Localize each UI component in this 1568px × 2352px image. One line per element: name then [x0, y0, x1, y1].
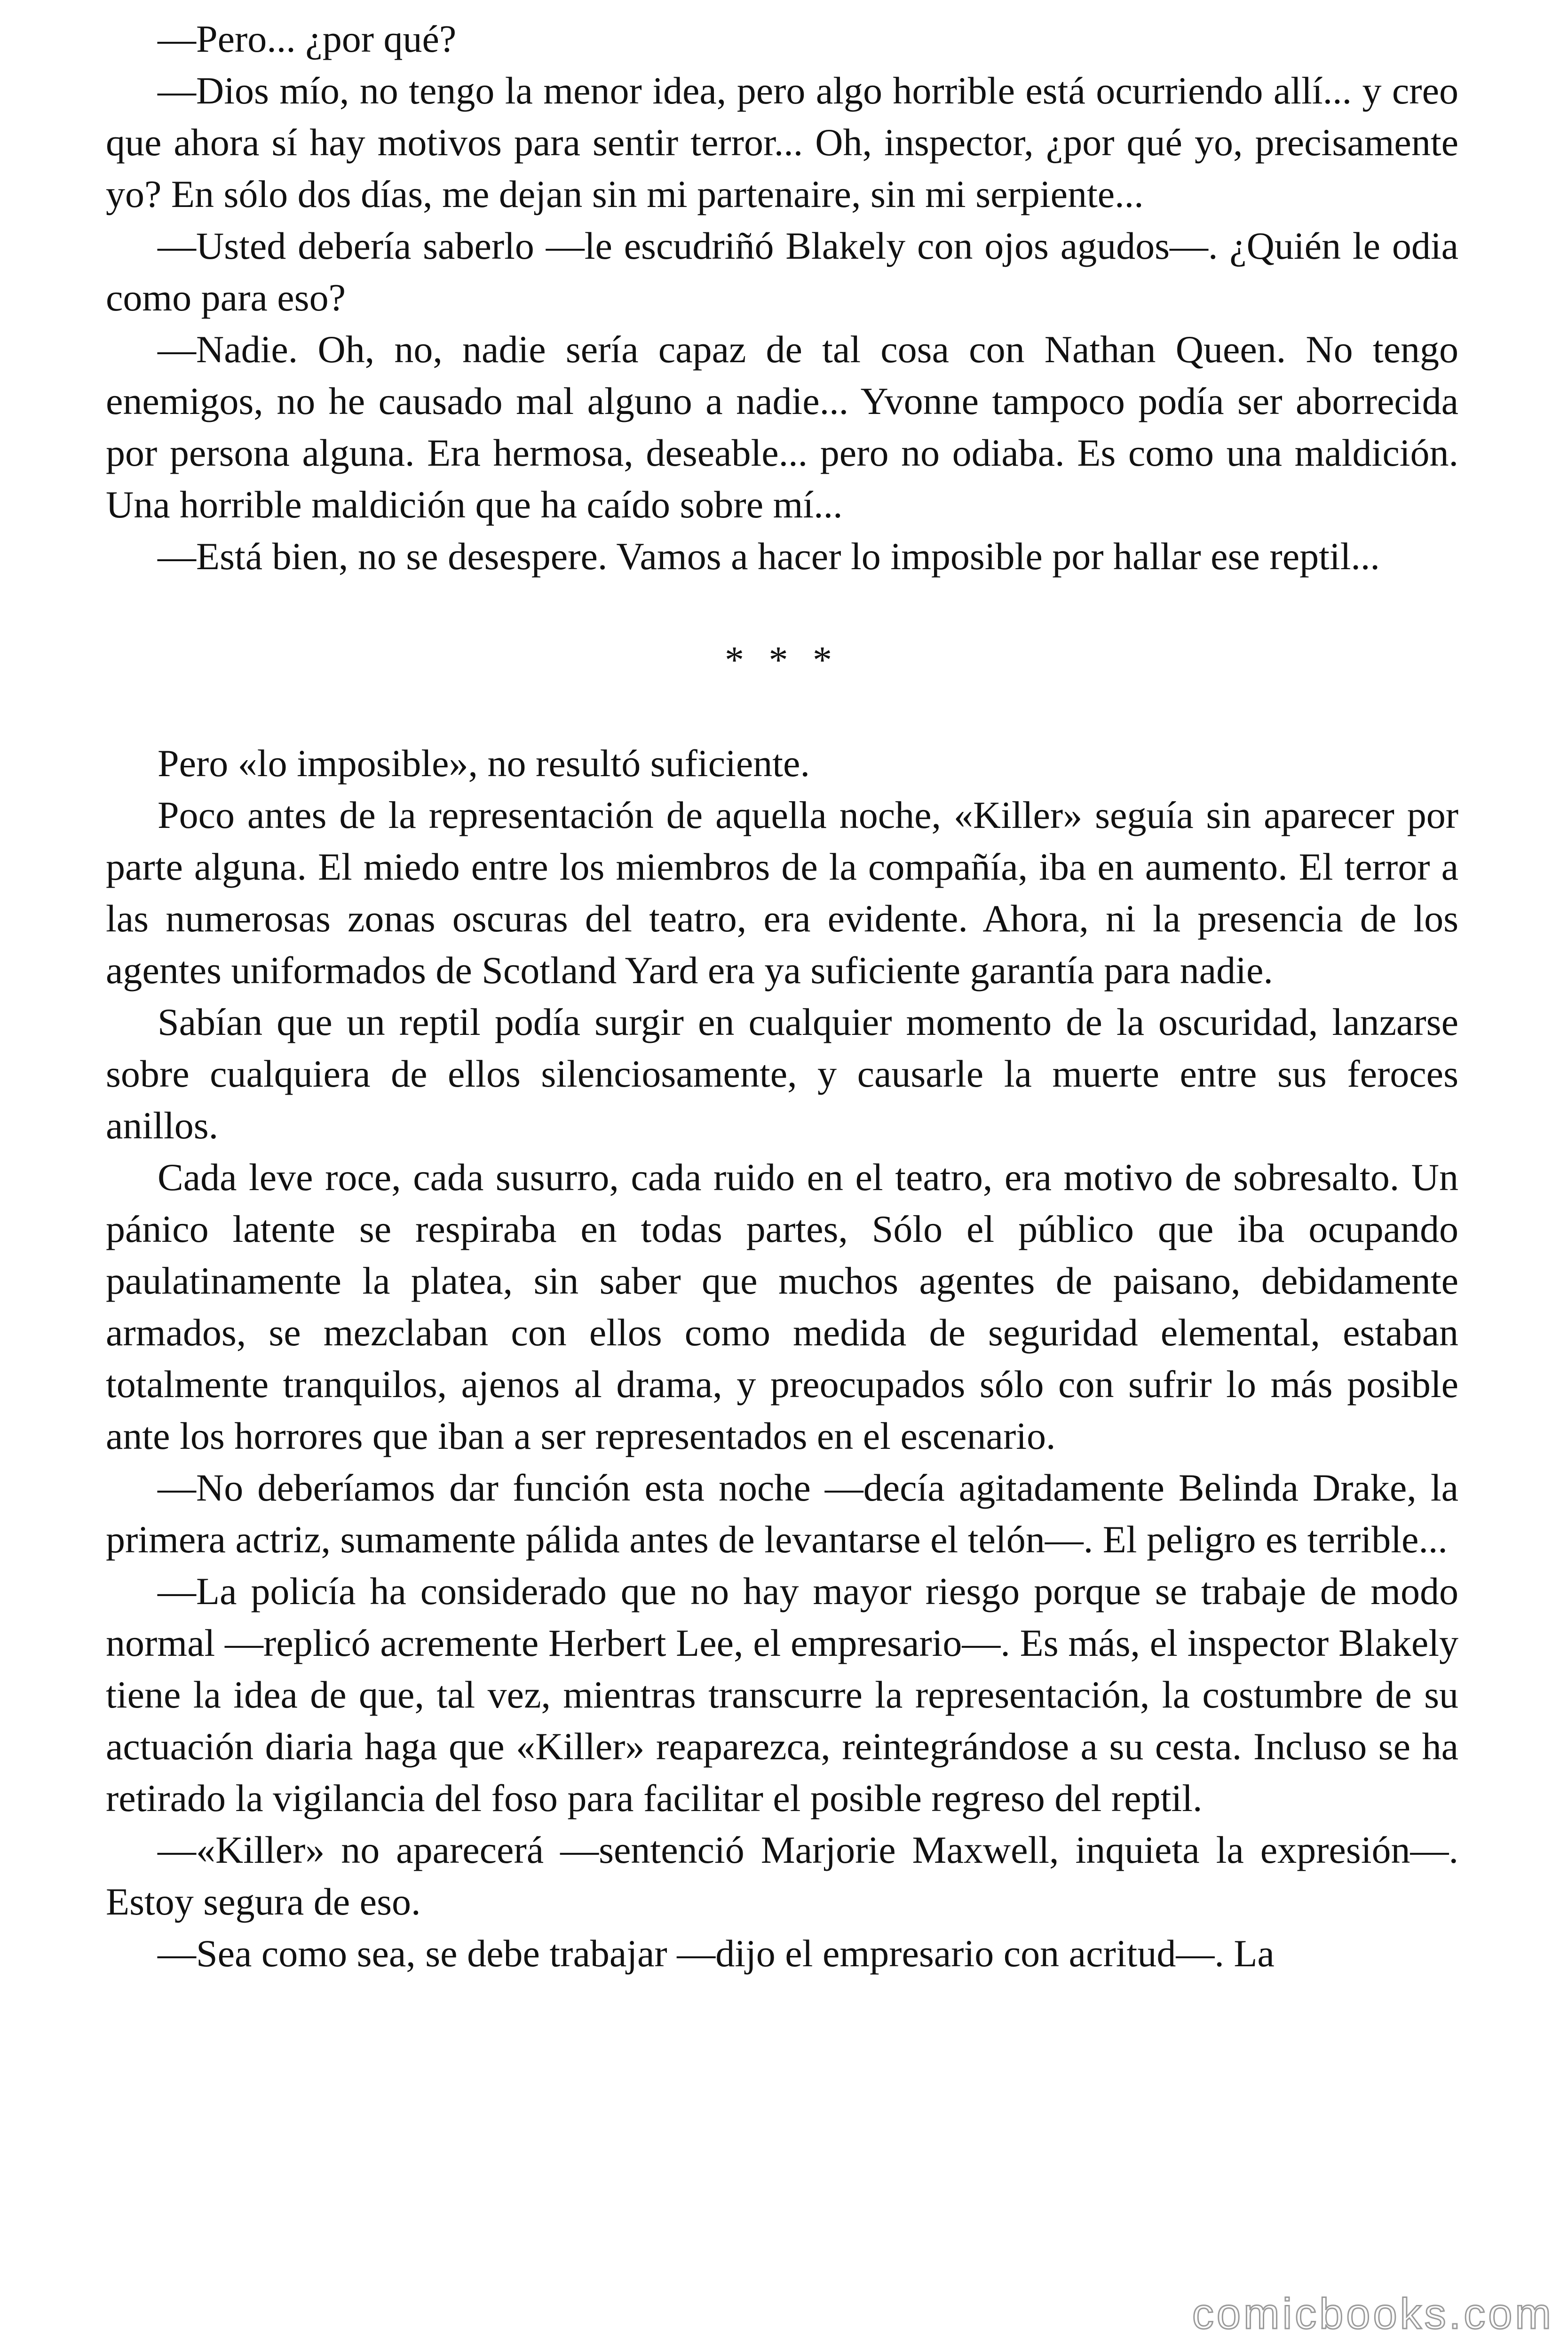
paragraph: Sabían que un reptil podía surgir en cualquier momento de la oscuridad, lanzarse sobre cualquiera de ellos silenciosamente, y causarle la muerte entre sus feroces anillos. — [106, 1001, 1458, 1147]
paragraph: —Dios mío, no tengo la menor idea, pero algo horrible está ocurriendo allí... y creo que ahora sí hay motivos para sentir terror... Oh, inspector, ¿por qué yo, precisamente yo? En sólo dos días, me dejan sin mi partenaire, sin mi serpiente... — [106, 69, 1458, 215]
book-page — [106, 13, 1458, 1979]
paragraph: —Nadie. Oh, no, nadie sería capaz de tal cosa con Nathan Queen. No tengo enemigos, no he causado mal alguno a nadie... Yvonne tampoco podía ser aborrecida por persona alguna. Era hermosa, deseable... pero no odiaba. Es como una maldición. Una horrible maldición que ha caído sobre mí... — [106, 328, 1458, 526]
paragraph: —Sea como sea, se debe trabajar —dijo el empresario con acritud—. La — [158, 1932, 1275, 1975]
paragraph: —Pero... ¿por qué? — [158, 17, 457, 60]
paragraph: —No deberíamos dar función esta noche —decía agitadamente Belinda Drake, la primera actriz, sumamente pálida antes de levantarse el telón—. El peligro es terrible... — [106, 1466, 1458, 1561]
paragraph: Cada leve roce, cada susurro, cada ruido en el teatro, era motivo de sobresalto. Un pánico latente se respiraba en todas partes, Sólo el público que iba ocupando paulatinamente la platea, sin saber que muchos agentes de paisano, debidamente armados, se mezclaban con ellos como medida de seguridad elemental, estaban totalmente tranquilos, ajenos al drama, y preocupados sólo con sufrir lo más posible ante los horrores que iban a ser representados en el escenario. — [106, 1156, 1458, 1457]
site-watermark: comicbooks.com — [1192, 2290, 1554, 2338]
paragraph: —«Killer» no aparecerá —sentenció Marjorie Maxwell, inquieta la expresión—. Estoy segura de eso. — [106, 1828, 1458, 1923]
paragraph: —La policía ha considerado que no hay mayor riesgo porque se trabaje de modo normal —replicó acremente Herbert Lee, el empresario—. Es más, el inspector Blakely tiene la idea de que, tal vez, mientras transcurre la representación, la costumbre de su actuación diaria haga que «Killer» reaparezca, reintegrándose a su cesta. Incluso se ha retirado la vigilancia del foso para facilitar el posible regreso del reptil. — [106, 1570, 1458, 1820]
paragraph: —Usted debería saberlo —le escudriñó Blakely con ojos agudos—. ¿Quién le odia como para eso? — [106, 224, 1458, 319]
paragraph: —Está bien, no se desespere. Vamos a hacer lo imposible por hallar ese reptil... — [158, 535, 1380, 578]
section-break: * * * — [725, 638, 839, 681]
paragraph: Pero «lo imposible», no resultó suficiente. — [158, 742, 810, 785]
paragraph: Poco antes de la representación de aquella noche, «Killer» seguía sin aparecer por parte alguna. El miedo entre los miembros de la compañía, iba en aumento. El terror a las numerosas zonas oscuras del teatro, era evidente. Ahora, ni la presencia de los agentes uniformados de Scotland Yard era ya suficiente garantía para nadie. — [106, 794, 1458, 992]
